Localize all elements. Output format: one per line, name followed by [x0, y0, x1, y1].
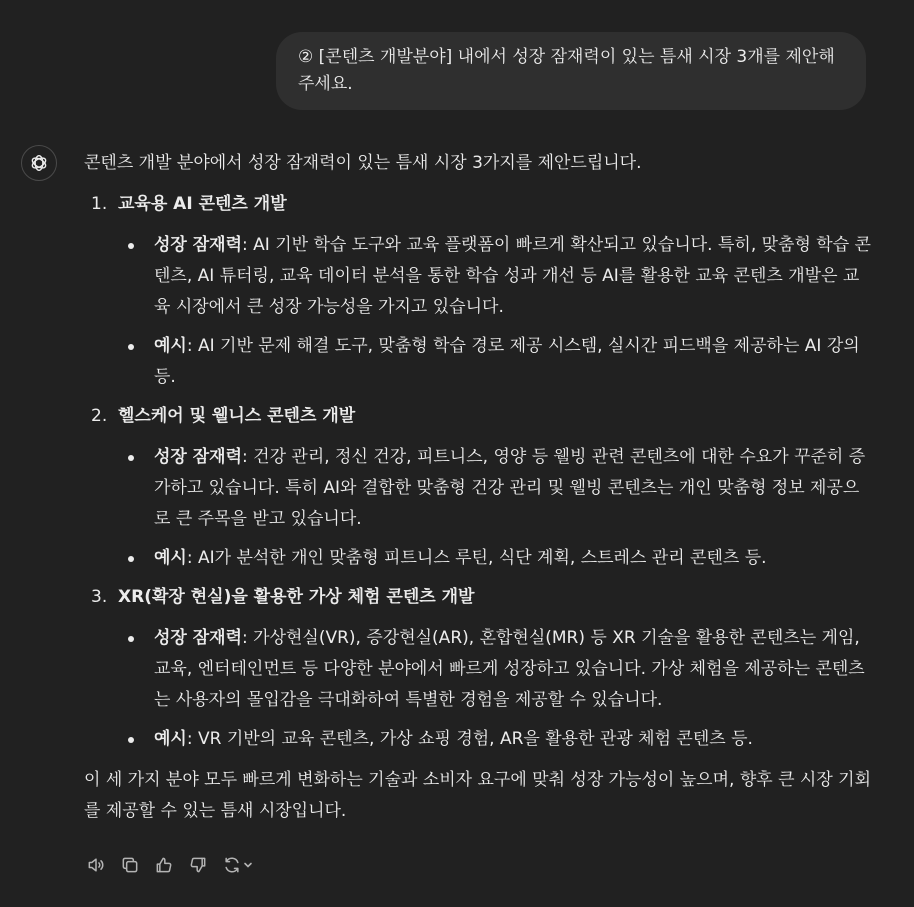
- point-text: : VR 기반의 교육 콘텐츠, 가상 쇼핑 경험, AR을 활용한 관광 체험 콘텐츠 등.: [186, 729, 753, 749]
- list-item: [118, 623, 874, 716]
- section-title: 헬스케어 및 웰니스 콘텐츠 개발: [118, 406, 356, 426]
- section-list: [84, 189, 874, 755]
- list-item: [118, 331, 874, 393]
- section-number: 3.: [91, 587, 108, 607]
- point-list: [118, 230, 874, 393]
- answer-intro: 콘텐츠 개발 분야에서 성장 잠재력이 있는 틈새 시장 3가지를 제안드립니다.: [84, 153, 642, 173]
- list-item: [118, 543, 874, 574]
- section-title: XR(확장 현실)을 활용한 가상 체험 콘텐츠 개발: [118, 587, 475, 607]
- point-label: 성장 잠재력: [154, 447, 243, 467]
- point-text: : 가상현실(VR), 증강현실(AR), 혼합현실(MR) 등 XR 기술을 활용한 콘텐츠는 게임, 교육, 엔터테인먼트 등 다양한 분야에서 빠르게 성장하고 있습니다. 가상 체험을 제공하는 콘텐츠는 사용자의 몰입감을 극대화하여 특별한 경험을 제공할 수 있습니다.: [154, 628, 865, 710]
- point-text: : AI가 분석한 개인 맞춤형 피트니스 루틴, 식단 계획, 스트레스 관리 콘텐츠 등.: [186, 548, 767, 568]
- point-label: 예시: [154, 548, 187, 568]
- thumbs-up-icon: [154, 855, 174, 875]
- message-actions: [84, 853, 256, 877]
- thumbs-up-button[interactable]: [152, 853, 176, 877]
- list-item: [118, 230, 874, 323]
- copy-button[interactable]: [118, 853, 142, 877]
- user-message-bubble: [276, 32, 866, 110]
- point-label: 성장 잠재력: [154, 235, 243, 255]
- list-item: [118, 442, 874, 535]
- regenerate-button[interactable]: [220, 853, 256, 877]
- thumbs-down-button[interactable]: [186, 853, 210, 877]
- read-aloud-icon: [86, 855, 106, 875]
- point-label: 예시: [154, 336, 187, 356]
- point-label: 성장 잠재력: [154, 628, 243, 648]
- section-item: [84, 189, 874, 393]
- point-list: [118, 623, 874, 755]
- assistant-avatar: [21, 145, 57, 181]
- copy-icon: [120, 855, 140, 875]
- list-item: [118, 724, 874, 755]
- point-text: : AI 기반 학습 도구와 교육 플랫폼이 빠르게 확산되고 있습니다. 특히, 맞춤형 학습 콘텐츠, AI 튜터링, 교육 데이터 분석을 통한 학습 성과 개선 등 AI를 활용한 교육 콘텐츠 개발은 교육 시장에서 큰 성장 가능성을 가지고 있습니다.: [154, 235, 871, 317]
- regenerate-icon: [222, 855, 242, 875]
- answer-outro: 이 세 가지 분야 모두 빠르게 변화하는 기술과 소비자 요구에 맞춰 성장 가능성이 높으며, 향후 큰 시장 기회를 제공할 수 있는 틈새 시장입니다.: [84, 770, 871, 821]
- thumbs-down-icon: [188, 855, 208, 875]
- section-title: 교육용 AI 콘텐츠 개발: [118, 194, 287, 214]
- point-list: [118, 442, 874, 574]
- section-number: 2.: [91, 406, 108, 426]
- section-number: 1.: [91, 194, 108, 214]
- point-text: : AI 기반 문제 해결 도구, 맞춤형 학습 경로 제공 시스템, 실시간 피드백을 제공하는 AI 강의 등.: [154, 336, 860, 387]
- section-item: [84, 582, 874, 755]
- point-text: : 건강 관리, 정신 건강, 피트니스, 영양 등 웰빙 관련 콘텐츠에 대한 수요가 꾸준히 증가하고 있습니다. 특히 AI와 결합한 맞춤형 건강 관리 및 웰빙 콘텐츠는 개인 맞춤형 정보 제공으로 큰 주목을 받고 있습니다.: [154, 447, 866, 529]
- point-label: 예시: [154, 729, 187, 749]
- assistant-message: [84, 148, 874, 827]
- openai-logo-icon: [28, 152, 50, 174]
- user-message-text: ② [콘텐츠 개발분야] 내에서 성장 잠재력이 있는 틈새 시장 3개를 제안해 주세요.: [298, 47, 835, 94]
- read-aloud-button[interactable]: [84, 853, 108, 877]
- chevron-down-icon: [242, 859, 254, 871]
- section-item: [84, 401, 874, 574]
